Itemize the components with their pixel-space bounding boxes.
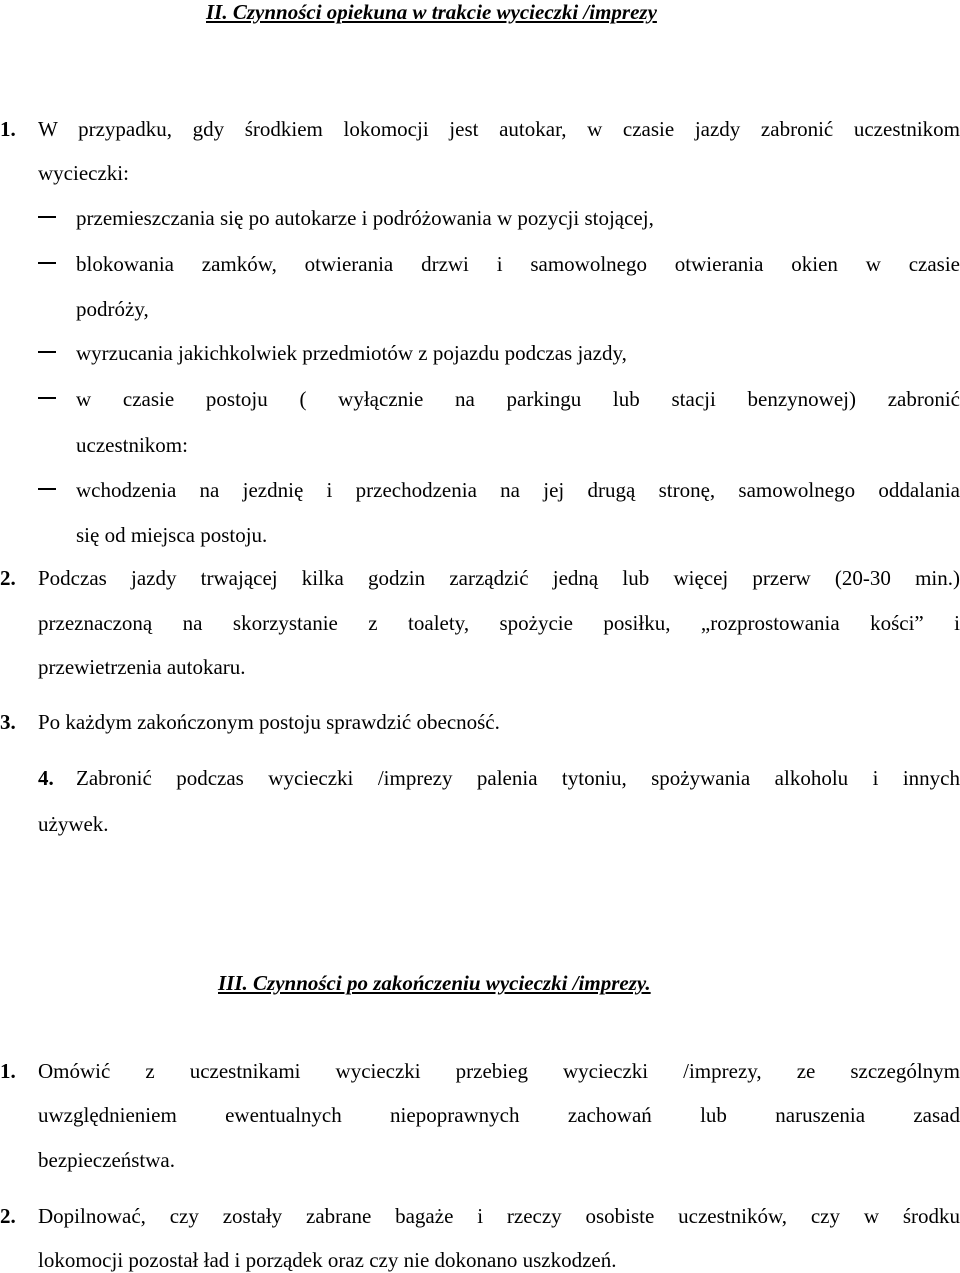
bullet-text: wchodzenia na jezdnię i przechodzenia na jej drugą stronę, samowolnego oddalania <box>76 478 960 502</box>
item-text-line: W przypadku, gdy środkiem lokomocji jest autokar, w czasie jazdy zabronić uczestnikom <box>38 117 960 141</box>
bullet-text: wyrzucania jakichkolwiek przedmiotów z pojazdu podczas jazdy, <box>76 341 627 365</box>
item-text-line: wycieczki: <box>38 161 129 185</box>
item-text-line: używek. <box>38 812 109 836</box>
bullet-text: przemieszczania się po autokarze i podróżowania w pozycji stojącej, <box>76 206 654 230</box>
bullet-text: się od miejsca postoju. <box>76 523 268 547</box>
dash-bullet <box>38 216 56 218</box>
bullet-text: uczestnikom: <box>76 433 188 457</box>
item-text-line: Podczas jazdy trwającej kilka godzin zarządzić jedną lub więcej przerw (20-30 min.) <box>38 566 960 590</box>
item-text-line: Dopilnować, czy zostały zabrane bagaże i rzeczy osobiste uczestników, czy w środku <box>38 1204 960 1228</box>
dash-bullet <box>38 397 56 399</box>
dash-bullet <box>38 351 56 353</box>
item-number: 2. <box>0 566 16 590</box>
bullet-text: blokowania zamków, otwierania drzwi i samowolnego otwierania okien w czasie <box>76 252 960 276</box>
item-number: 4. <box>38 766 54 790</box>
item-text-line: Zabronić podczas wycieczki /imprezy palenia tytoniu, spożywania alkoholu i innych <box>76 766 960 790</box>
item-text-line: uwzględnieniem ewentualnych niepoprawnych zachowań lub naruszenia zasad <box>38 1103 960 1127</box>
section-2-heading: II. Czynności opiekuna w trakcie wycieczki /imprezy <box>206 0 657 24</box>
item-number: 1. <box>0 1059 16 1083</box>
bullet-text: podróży, <box>76 297 149 321</box>
item-number: 1. <box>0 117 16 141</box>
item-text-line: przeznaczoną na skorzystanie z toalety, spożycie posiłku, „rozprostowania kości” i <box>38 611 960 635</box>
item-number: 3. <box>0 710 16 734</box>
item-text-line: lokomocji pozostał ład i porządek oraz czy nie dokonano uszkodzeń. <box>38 1248 617 1272</box>
section-3-heading: III. Czynności po zakończeniu wycieczki /imprezy. <box>218 971 651 995</box>
item-text-line: przewietrzenia autokaru. <box>38 655 246 679</box>
dash-bullet <box>38 488 56 490</box>
dash-bullet <box>38 262 56 264</box>
item-number: 2. <box>0 1204 16 1228</box>
item-text-line: bezpieczeństwa. <box>38 1148 176 1172</box>
item-text-line: Po każdym zakończonym postoju sprawdzić obecność. <box>38 710 500 734</box>
bullet-text: w czasie postoju ( wyłącznie na parkingu lub stacji benzynowej) zabronić <box>76 387 960 411</box>
item-text-line: Omówić z uczestnikami wycieczki przebieg wycieczki /imprezy, ze szczególnym <box>38 1059 960 1083</box>
